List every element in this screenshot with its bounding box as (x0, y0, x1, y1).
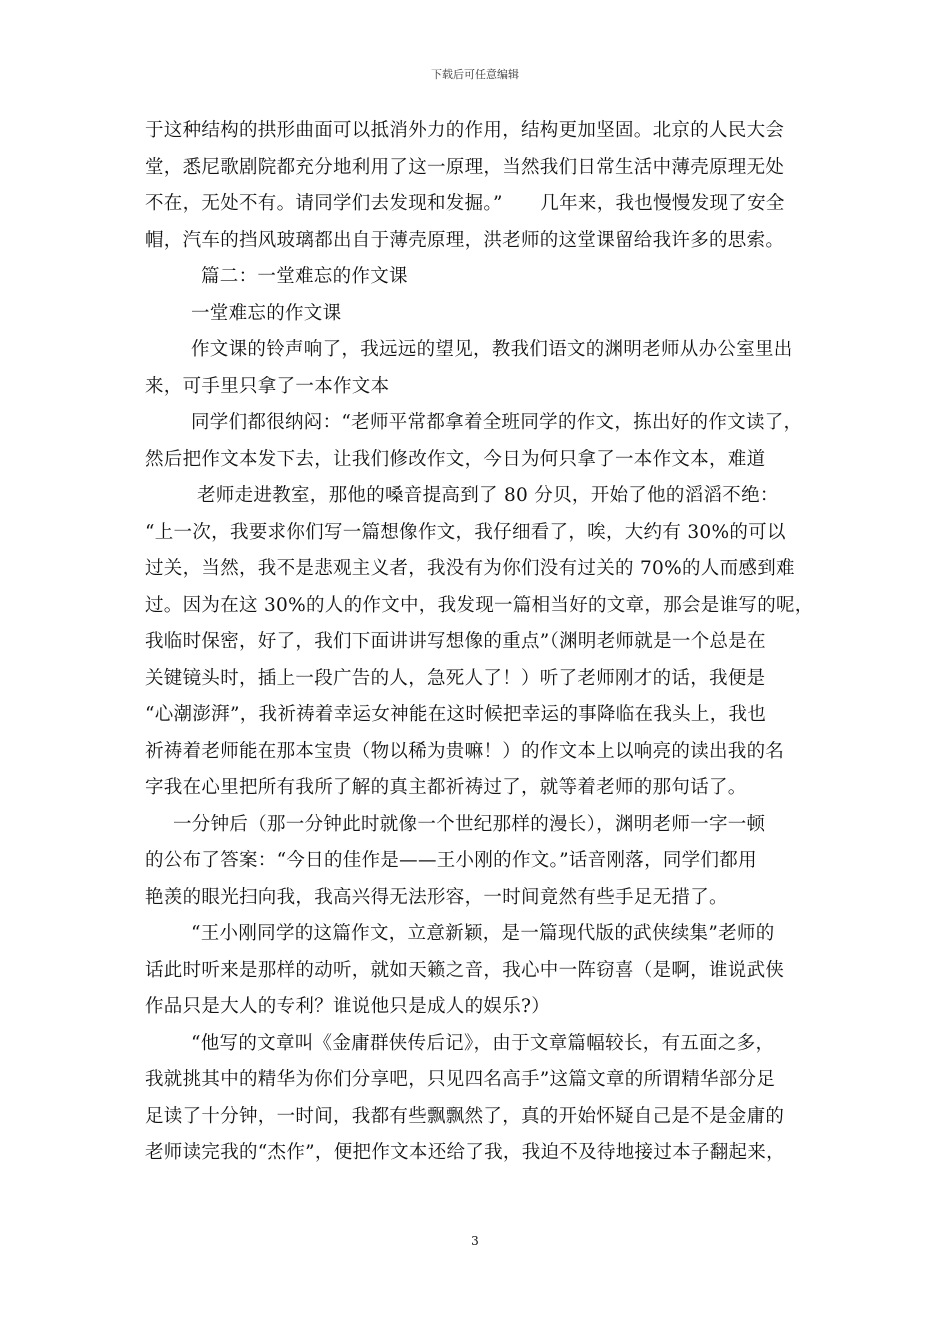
text-line: “他写的文章叫《金庸群侠传后记》，由于文章篇幅较长，有五面之多， (191, 1032, 775, 1054)
text-line: 关键镜头时，插上一段广告的人，急死人了！）听了老师刚才的话，我便是 (145, 667, 766, 689)
text-line: 然后把作文本发下去，让我们修改作文，今日为何只拿了一本作文本，难道 (145, 448, 766, 470)
text-line: 帽，汽车的挡风玻璃都出自于薄壳原理，洪老师的这堂课留给我许多的思索。 (145, 229, 785, 251)
text-line: 老师读完我的“杰作”，便把作文本还给了我，我迫不及待地接过本子翻起来， (145, 1142, 785, 1163)
text-line: 字我在心里把所有我所了解的真主都祈祷过了，就等着老师的那句话了。 (145, 777, 747, 798)
text-line: 的公布了答案：“今日的佳作是——王小刚的作文。”话音刚落，同学们都用 (145, 850, 757, 871)
text-line: 堂，悉尼歌剧院都充分地利用了这一原理，当然我们日常生活中薄壳原理无处 (145, 156, 785, 178)
text-line: 作文课的铃声响了，我远远的望见，教我们语文的渊明老师从办公室里出 (191, 339, 793, 360)
text-line: 一堂难忘的作文课 (191, 302, 342, 324)
text-line: 不在，无处不有。请同学们去发现和发掘。” 几年来，我也慢慢发现了安全 (145, 193, 785, 214)
text-line: 老师走进教室，那他的嗓音提高到了 80 分贝，开始了他的滔滔不绝： (197, 485, 779, 506)
text-line: “心潮澎湃”，我祈祷着幸运女神能在这时候把幸运的事降临在我头上，我也 (145, 704, 767, 725)
text-line: 同学们都很纳闷：“老师平常都拿着全班同学的作文，拣出好的作文读了， (191, 412, 803, 433)
text-line: 祈祷着老师能在那本宝贵（物以稀为贵嘛！）的作文本上以响亮的读出我的名 (145, 740, 785, 762)
text-line: 篇二：一堂难忘的作文课 (201, 266, 408, 287)
text-line: 作品只是大人的专利？谁说他只是成人的娱乐?） (145, 996, 551, 1017)
text-line: 过。因为在这 30%的人的作文中，我发现一篇相当好的文章，那会是谁写的呢， (145, 594, 814, 616)
document-body (145, 113, 825, 1172)
text-line: 过关，当然，我不是悲观主义者，我没有为你们没有过关的 70%的人而感到难 (145, 558, 795, 579)
text-line: “上一次，我要求你们写一篇想像作文，我仔细看了，唉，大约有 30%的可以 (145, 521, 786, 543)
text-line: 我就挑其中的精华为你们分享吧，只见四名高手”这篇文章的所谓精华部分足 (145, 1069, 776, 1090)
text-line: 于这种结构的拱形曲面可以抵消外力的作用，结构更加坚固。北京的人民大会 (145, 120, 785, 141)
text-line: 一分钟后（那一分钟此时就像一个世纪那样的漫长），渊明老师一字一顿 (173, 813, 766, 835)
text-line: 艳羡的眼光扫向我，我高兴得无法形容，一时间竟然有些手足无措了。 (145, 886, 728, 908)
page-header: 下载后可任意编辑 (431, 68, 519, 81)
text-line: 我临时保密，好了，我们下面讲讲写想像的重点”（渊明老师就是一个总是在 (145, 631, 766, 652)
text-line: 足读了十分钟，一时间，我都有些飘飘然了，真的开始怀疑自己是不是金庸的 (145, 1105, 785, 1127)
page-number: 3 (471, 1234, 479, 1248)
text-line: 来，可手里只拿了一本作文本 (145, 375, 390, 397)
text-line: “王小刚同学的这篇作文，立意新颖，是一篇现代版的武侠续集”老师的 (191, 923, 775, 944)
text-line: 话此时听来是那样的动听，就如天籁之音，我心中一阵窃喜（是啊，谁说武侠 (145, 959, 785, 981)
